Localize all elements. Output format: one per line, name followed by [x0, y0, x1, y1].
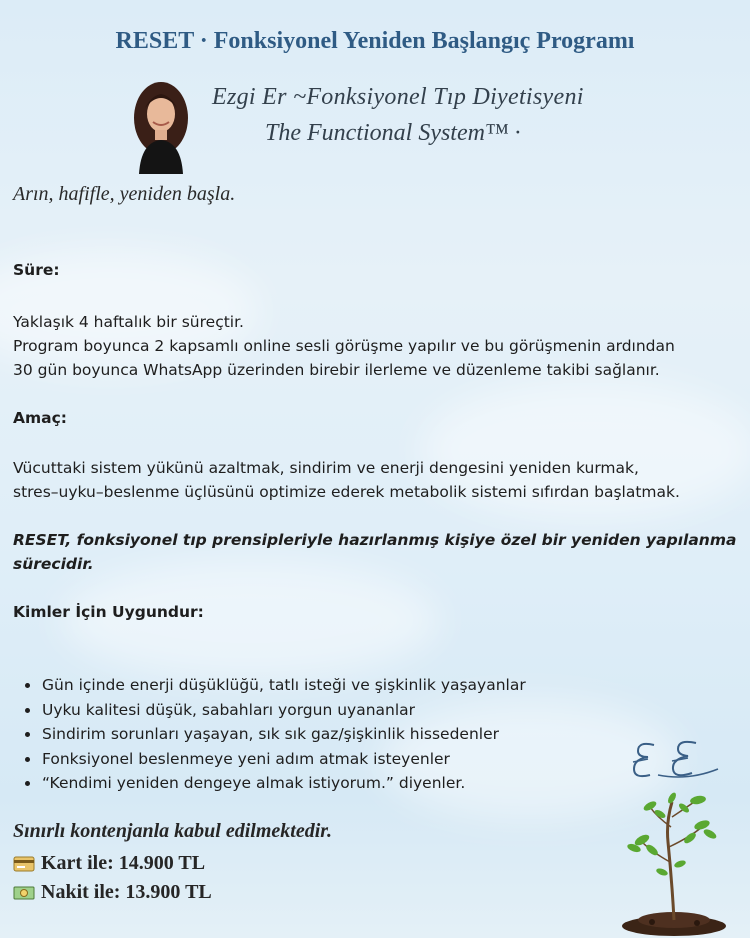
price-card-text: Kart ile: 14.900 TL: [41, 852, 206, 874]
list-item: • “Kendimi yeniden dengeye almak istiyorum.” diyenler.: [41, 771, 526, 796]
goal-line-1: Vücuttaki sistem yükünü azaltmak, sindirim ve enerji dengesini yeniden kurmak,: [13, 459, 639, 477]
monogram-logo: [628, 735, 723, 785]
goal-heading: Amaç:: [13, 409, 67, 427]
duration-line-2: Program boyunca 2 kapsamlı online sesli görüşme yapılır ve bu görüşmenin ardından: [13, 337, 675, 355]
author-photo: [131, 78, 191, 174]
sprout-icon: [612, 792, 737, 936]
page-title: RESET · Fonksiyonel Yeniden Başlangıç Programı: [115, 28, 635, 54]
duration-line-1: Yaklaşık 4 haftalık bir süreçtir.: [13, 313, 244, 331]
emphasis-line-1: RESET, fonksiyonel tıp prensipleriyle hazırlanmış kişiye özel bir yeniden yapılanma: [13, 531, 737, 549]
list-item: • Uyku kalitesi düşük, sabahları yorgun uyananlar: [41, 698, 526, 723]
limited-note: Sınırlı kontenjanla kabul edilmektedir.: [13, 820, 332, 842]
price-cash: [13, 881, 212, 904]
price-cash-text: Nakit ile: 13.900 TL: [41, 881, 212, 903]
duration-line-3: 30 gün boyunca WhatsApp üzerinden birebir ilerleme ve düzenleme takibi sağlanır.: [13, 361, 660, 379]
tagline: Arın, hafifle, yeniden başla.: [13, 183, 236, 205]
duration-heading: Süre:: [13, 261, 60, 279]
suitable-list: [13, 673, 526, 796]
emphasis-line-2: sürecidir.: [13, 555, 94, 573]
list-item: • Gün içinde enerji düşüklüğü, tatlı isteği ve şişkinlik yaşayanlar: [41, 673, 526, 698]
credit-card-icon: [13, 856, 35, 872]
list-item: • Sindirim sorunları yaşayan, sık sık gaz/şişkinlik hissedenler: [41, 722, 526, 747]
list-item: • Fonksiyonel beslenmeye yeni adım atmak isteyenler: [41, 747, 526, 772]
goal-line-2: stres–uyku–beslenme üçlüsünü optimize ederek metabolik sistemi sıfırdan başlatmak.: [13, 483, 680, 501]
signature-line-2: The Functional System™ ·: [265, 120, 521, 146]
signature-line-1: Ezgi Er ~Fonksiyonel Tıp Diyetisyeni: [212, 84, 584, 110]
price-card: [13, 852, 205, 875]
suitable-heading: Kimler İçin Uygundur:: [13, 603, 204, 621]
banknote-icon: [13, 885, 35, 901]
